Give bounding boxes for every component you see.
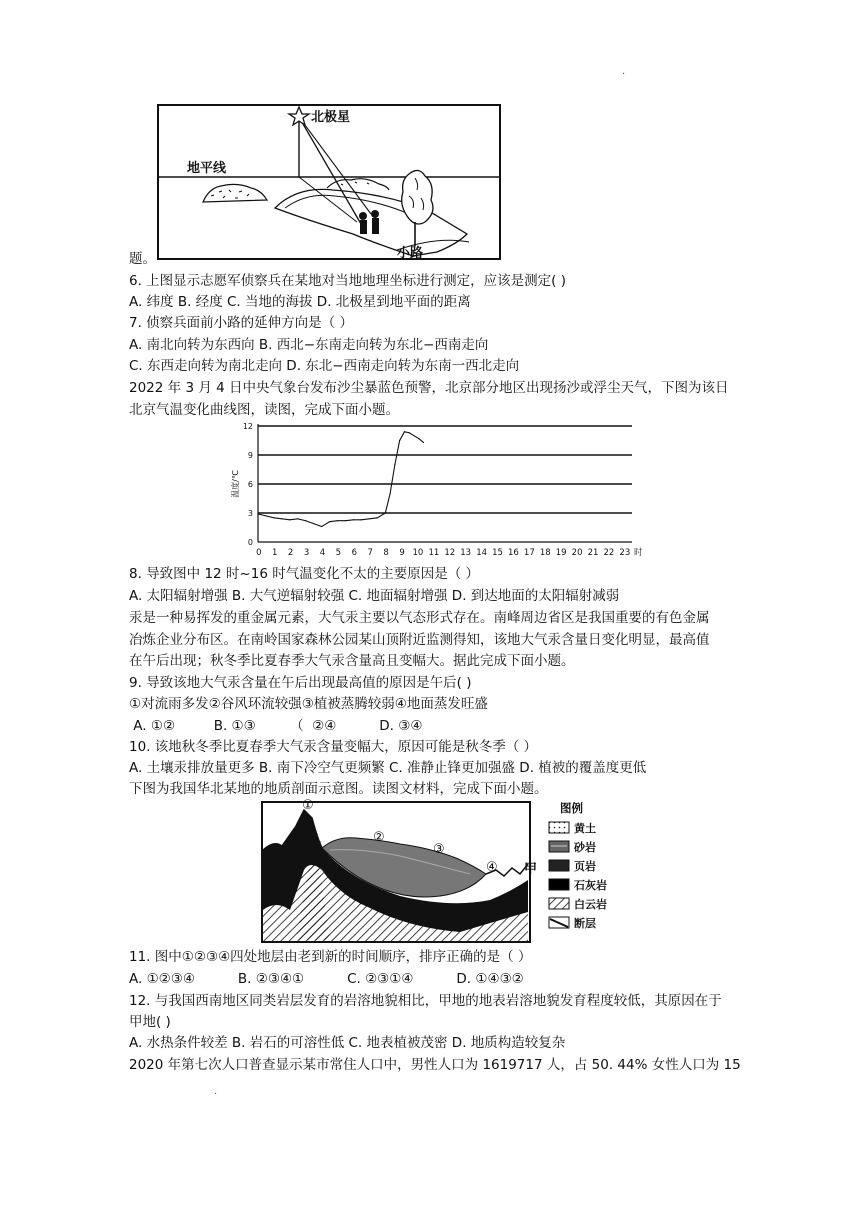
temperature-point [361, 519, 362, 520]
temperature-point [399, 440, 400, 441]
legend-label-loess: 黄土 [574, 821, 596, 835]
temperature-point [423, 442, 424, 443]
legend-item-limestone [548, 875, 620, 894]
x-tick-label: 6 [351, 548, 357, 558]
q11-options: A. ①②③④ B. ②③④① C. ②③①④ D. ①④③② [129, 971, 524, 987]
temperature-point [389, 493, 390, 494]
x-tick-label: 4 [319, 548, 326, 558]
temperature-chart [226, 420, 646, 562]
y-tick-label: 6 [247, 480, 253, 489]
x-tick-label: 22 [603, 548, 615, 558]
x-tick-label: 21 [587, 548, 599, 558]
x-tick-label: 11 [428, 548, 440, 558]
temperature-point [353, 519, 354, 520]
legend-label-shale: 页岩 [574, 859, 596, 873]
x-tick-label: 10 [412, 548, 424, 558]
q8-stem: 8. 导致图中 12 时~16 时气温变化不太的主要原因是（ ） [129, 566, 480, 582]
temperature-point [337, 520, 338, 521]
temperature-point [377, 517, 378, 518]
legend-item-dolomite [548, 894, 620, 913]
horizon-label: 地平线 [187, 161, 227, 176]
x-tick-label: 19 [555, 548, 567, 558]
y-tick-label: 3 [247, 509, 253, 518]
x-tick-label: 8 [383, 548, 389, 558]
temperature-point [257, 513, 258, 514]
legend-item-fault [548, 913, 620, 932]
temperature-point [313, 523, 314, 524]
scan-dot-bottom: . [214, 1086, 218, 1097]
temperature-point [281, 518, 282, 519]
x-tick-label: 15 [492, 548, 503, 558]
temperature-point [289, 519, 290, 520]
legend-label-fault: 断层 [574, 916, 596, 930]
temperature-point [385, 512, 386, 513]
x-tick-label: 2 [287, 548, 294, 558]
q7-options-1: A. 南北向转为东西向 B. 西北−东南走向转为东北−西南走向 [129, 337, 489, 353]
q9-stem: 9. 导致该地大气汞含量在午后出现最高值的原因是午后( ) [129, 675, 472, 691]
temperature-point [345, 520, 346, 521]
x-tick-label: 3 [303, 548, 310, 558]
q12-stem-1: 12. 与我国西南地区同类岩层发育的岩溶地貌相比，甲地的地表岩溶地貌发育程度较低，其原因在于 [129, 993, 722, 1009]
scan-dot-top: . [622, 66, 626, 77]
temperature-point [409, 432, 410, 433]
temperature-point [297, 518, 298, 519]
marker-1: ① [302, 798, 314, 813]
path-label: 小路 [397, 246, 424, 261]
temperature-point [329, 521, 330, 522]
q10-options: A. 土壤汞排放量更多 B. 南下冷空气更频繁 C. 准静止锋更加强盛 D. 植被的覆盖度更低 [129, 760, 647, 776]
q7-options-2: C. 东西走向转为南北走向 D. 东北−西南走向转为东南一西北走向 [129, 358, 520, 374]
temperature-point [265, 515, 266, 516]
x-tick-label: 23 [619, 548, 631, 558]
y-tick-label: 12 [242, 422, 253, 431]
q12-stem-2: 甲地( ) [129, 1014, 171, 1030]
label-jia: 甲 [524, 862, 538, 877]
x-tick-label: 1 [271, 548, 278, 558]
q6-options: A. 纬度 B. 经度 C. 当地的海拔 D. 北极星到地平面的距离 [129, 294, 471, 310]
legend-item-shale [548, 856, 620, 875]
legend-label-sandstone: 砂岩 [574, 840, 596, 854]
legend [548, 800, 620, 932]
geologic-section [260, 800, 620, 945]
legend-label-limestone: 石灰岩 [574, 878, 607, 892]
x-tick-label: 13 [460, 548, 472, 558]
x-tick-label: 14 [476, 548, 488, 558]
legend-item-loess [548, 818, 620, 837]
legend-item-sandstone [548, 837, 620, 856]
marker-4: ④ [486, 860, 498, 875]
intro5: 2020 年第七次人口普查显示某市常住人口中，男性人口为 1619717 人，占 50. 44% 女性人口为 15 [129, 1057, 741, 1073]
intro2-line1: 2022 年 3 月 4 日中央气象台发布沙尘暴蓝色预警，北京部分地区出现扬沙或浮尘天气，下图为该日 [129, 380, 729, 396]
figure-polaris [157, 104, 503, 262]
legend-label-dolomite: 白云岩 [574, 897, 607, 911]
x-tick-label: 0 [256, 548, 262, 558]
q6-stem: 6. 上图显示志愿军侦察兵在某地对当地地理坐标进行测定，应该是测定( ) [129, 273, 566, 289]
legend-title: 图例 [560, 801, 583, 815]
temperature-point [418, 438, 419, 439]
intro3-line2: 冶炼企业分布区。在南岭国家森林公园某山顶附近监测得知，该地大气汞含量日变化明显，最高值 [129, 632, 710, 648]
q9-options: A. ①② B. ①③ （ ②④ D. ③④ [129, 718, 423, 734]
q8-options: A. 太阳辐射增强 B. 大气逆辐射较强 C. 地面辐射增强 D. 到达地面的太阳辐射减弱 [129, 588, 620, 604]
x-tick-label: 9 [399, 548, 405, 558]
polaris-label: 北极星 [311, 110, 351, 125]
temperature-point [369, 518, 370, 519]
x-tick-label: 18 [539, 548, 551, 558]
temperature-point [321, 526, 322, 527]
marker-3: ③ [433, 842, 445, 857]
x-tick-label: 16 [508, 548, 519, 558]
x-tick-label: 20 [571, 548, 583, 558]
intro3-line1: 汞是一种易挥发的重金属元素，大气汞主要以气态形式存在。南峰周边省区是我国重要的有色金属 [129, 610, 710, 626]
q9-choices: ①对流雨多发②谷风环流较强③植被蒸腾较弱④地面蒸发旺盛 [129, 696, 488, 712]
intro1-tail: 题。 [129, 251, 156, 267]
intro4: 下图为我国华北某地的地质剖面示意图。读图文材料，完成下面小题。 [129, 781, 548, 797]
q12-options: A. 水热条件较差 B. 岩石的可溶性低 C. 地表植被茂密 D. 地质构造较复杂 [129, 1035, 566, 1051]
y-tick-label: 0 [247, 538, 253, 547]
x-tick-label: 5 [335, 548, 342, 558]
x-tick-label: 7 [367, 548, 373, 558]
marker-2: ② [373, 830, 385, 845]
y-tick-label: 9 [247, 451, 253, 460]
x-axis-label: 时 [634, 548, 643, 558]
temperature-point [404, 431, 405, 432]
q7-stem: 7. 侦察兵面前小路的延伸方向是（ ） [129, 315, 353, 331]
q10-stem: 10. 该地秋冬季比夏春季大气汞含量变幅大，原因可能是秋冬季（ ） [129, 739, 538, 755]
intro3-line3: 在午后出现；秋冬季比夏春季大气汞含量高且变幅大。据此完成下面小题。 [129, 653, 575, 669]
x-tick-label: 17 [523, 548, 535, 558]
x-tick-label: 12 [444, 548, 456, 558]
temperature-point [273, 517, 274, 518]
temperature-point [394, 464, 395, 465]
q11-stem: 11. 图中①②③④四处地层由老到新的时间顺序，排序正确的是（ ） [129, 949, 532, 965]
temperature-point [305, 520, 306, 521]
y-axis-label: 温度/℃ [231, 470, 240, 498]
intro2-line2: 北京气温变化曲线图，读图，完成下面小题。 [129, 402, 399, 418]
temperature-point [413, 435, 414, 436]
